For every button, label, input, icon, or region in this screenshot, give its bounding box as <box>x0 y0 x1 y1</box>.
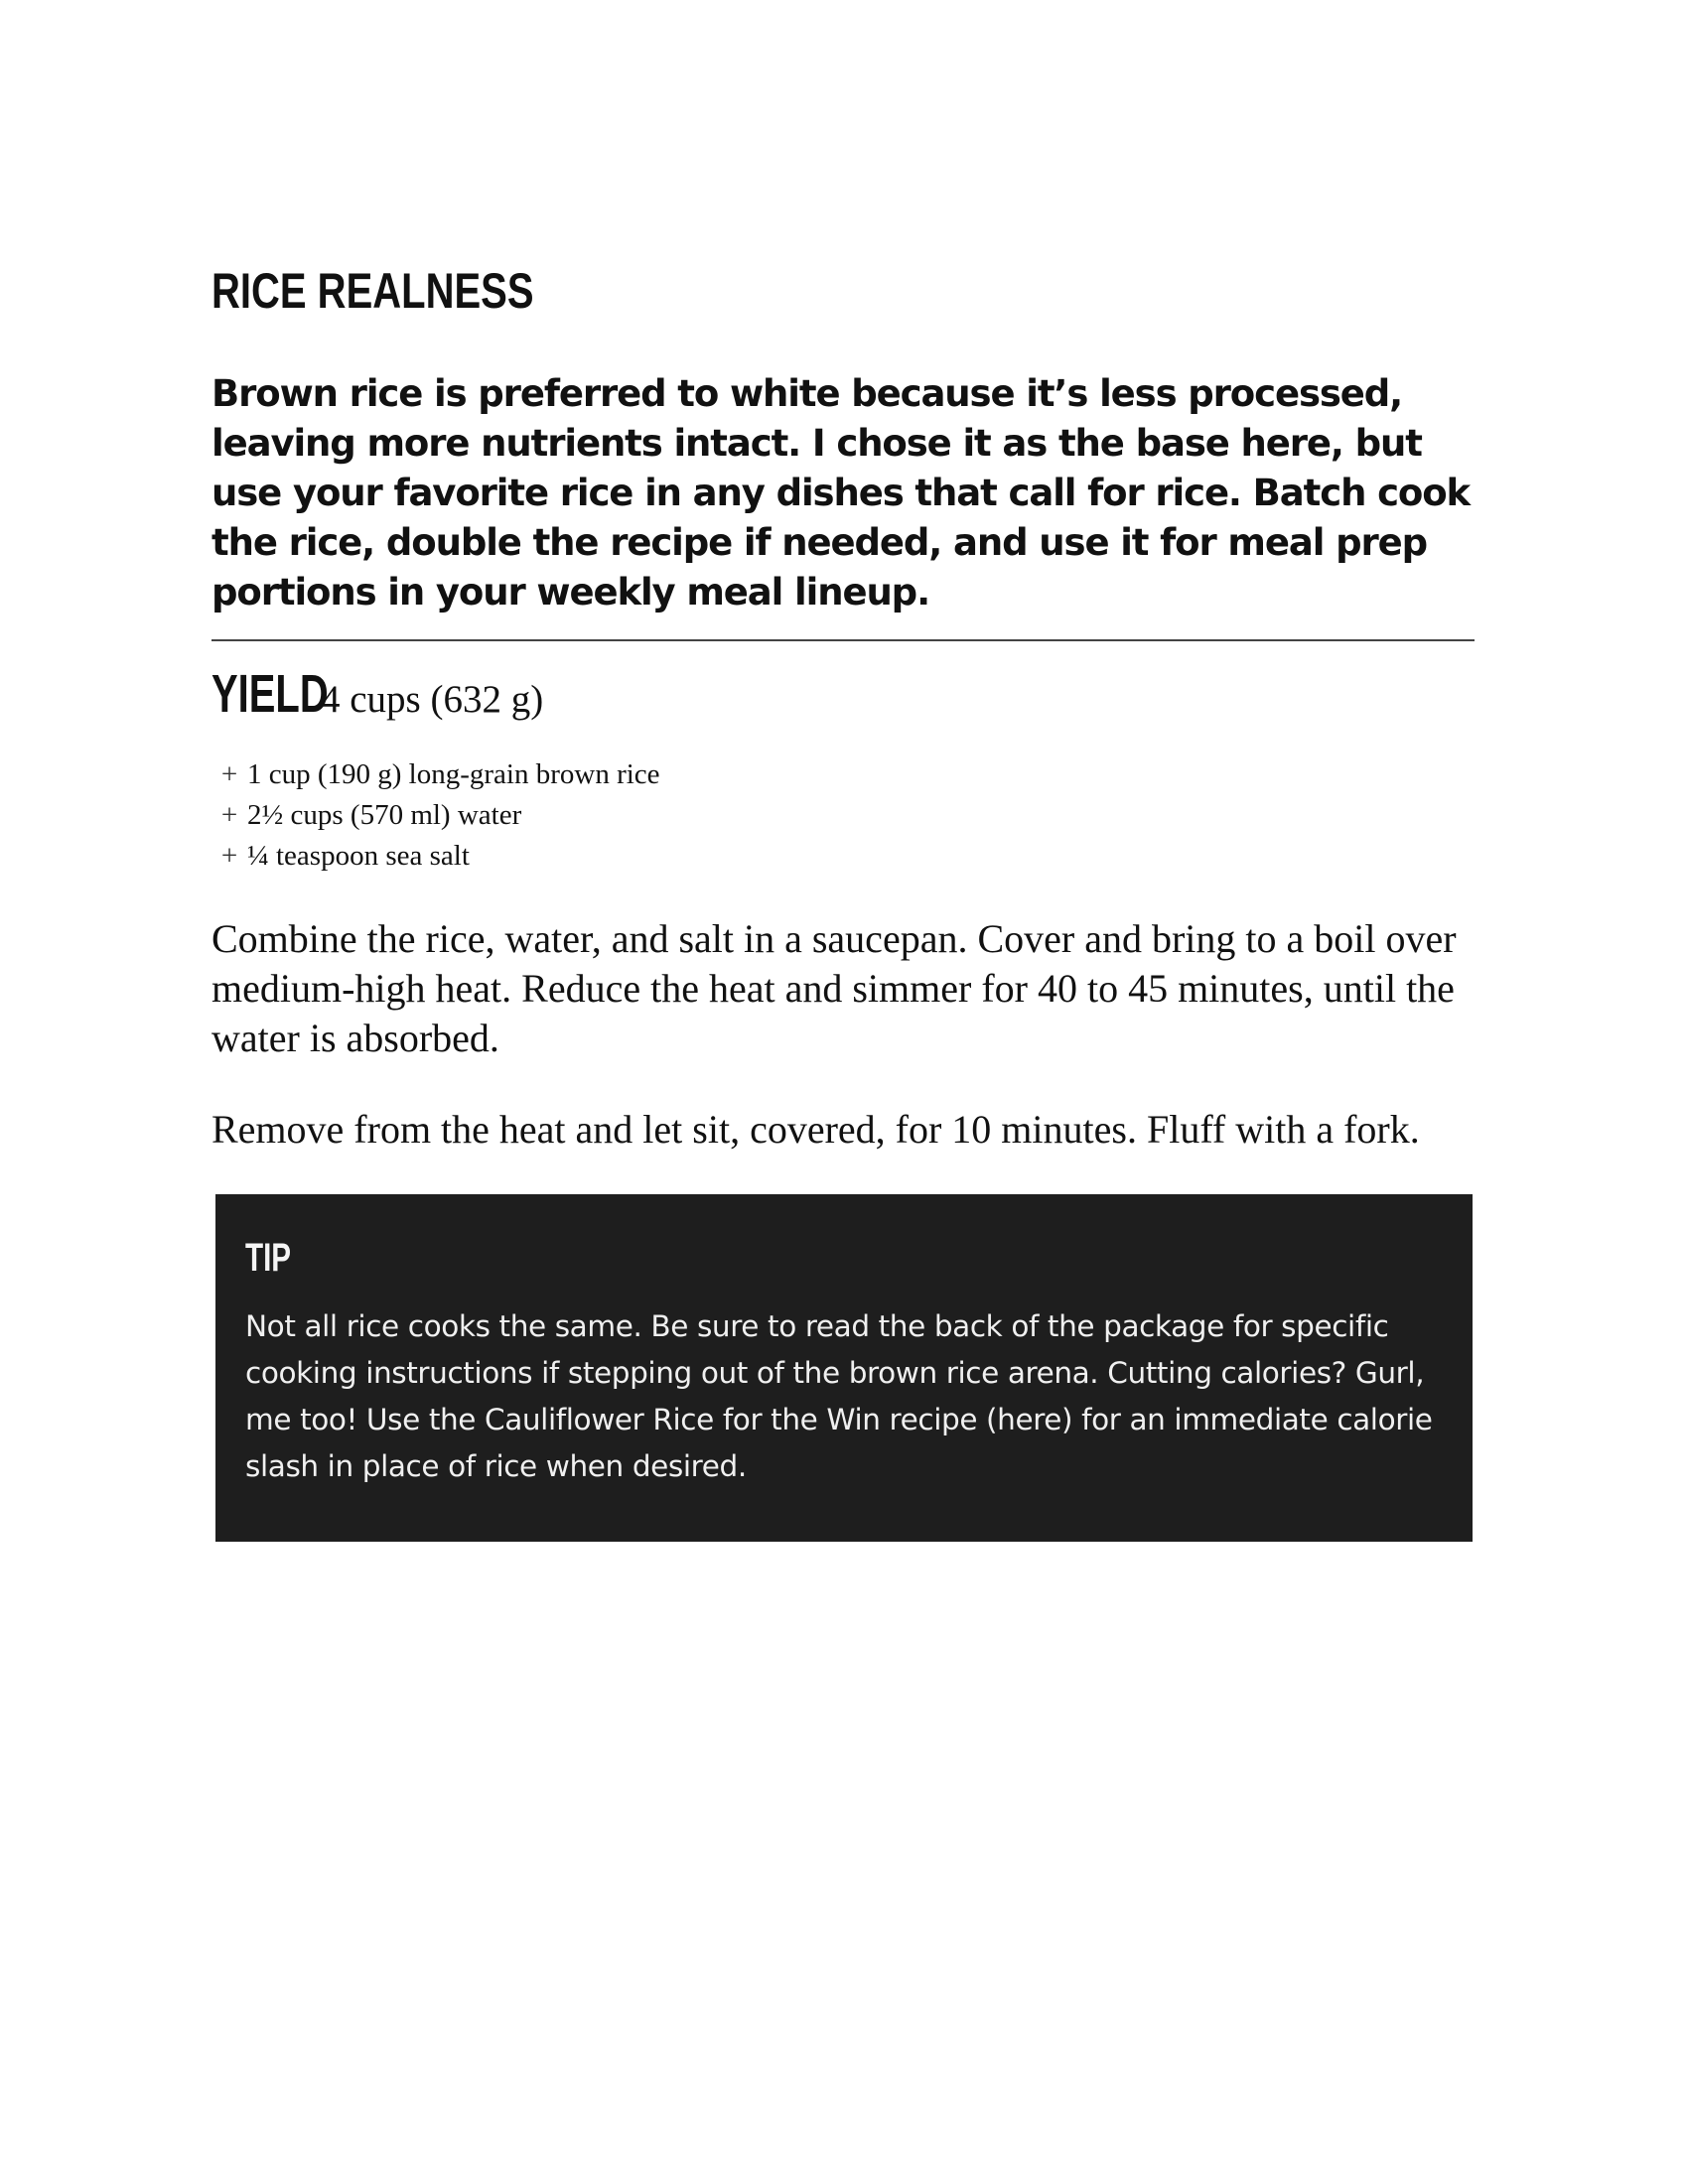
ingredient-item <box>211 836 1475 877</box>
ingredient-list <box>211 754 1475 877</box>
ingredient-text: 2½ cups (570 ml) water <box>247 799 522 831</box>
recipe-intro: Brown rice is preferred to white because it’s less processed, leaving more nutrients intact. I chose it as the base here, but use your favorite rice in any dishes that call for rice. Batch cook the rice, double the recipe if needed, and use it for meal prep portions in your weekly meal lineup. <box>211 372 1471 614</box>
yield-row <box>211 663 1475 729</box>
plus-icon: + <box>220 758 238 790</box>
yield-value: 4 cups (632 g) <box>321 678 544 721</box>
recipe-page <box>211 256 1475 1542</box>
ingredient-item <box>211 795 1475 836</box>
plus-icon: + <box>220 840 238 872</box>
section-divider <box>211 639 1475 641</box>
ingredient-item <box>211 754 1475 795</box>
ingredient-text: ¼ teaspoon sea salt <box>247 840 470 872</box>
ingredient-text: 1 cup (190 g) long-grain brown rice <box>247 758 660 790</box>
yield-label: YIELD <box>211 664 329 724</box>
tip-title: TIP <box>245 1236 292 1280</box>
tip-text: Not all rice cooks the same. Be sure to read the back of the package for specific cooking instructions if stepping out of the brown rice arena. Cutting calories? Gurl, me too! Use the Cauliflower Rice for the Win recipe (here) for an immediate calorie slash in place of rice when desired. <box>245 1309 1433 1483</box>
method-step: Combine the rice, water, and salt in a saucepan. Cover and bring to a boil over medium-high heat. Reduce the heat and simmer for 40 to 45 minutes, until the water is absorbed. <box>211 916 1457 1060</box>
recipe-title: RICE REALNESS <box>211 263 534 319</box>
tip-box <box>215 1194 1473 1542</box>
method-step: Remove from the heat and let sit, covered, for 10 minutes. Fluff with a fork. <box>211 1107 1420 1152</box>
plus-icon: + <box>220 799 238 831</box>
